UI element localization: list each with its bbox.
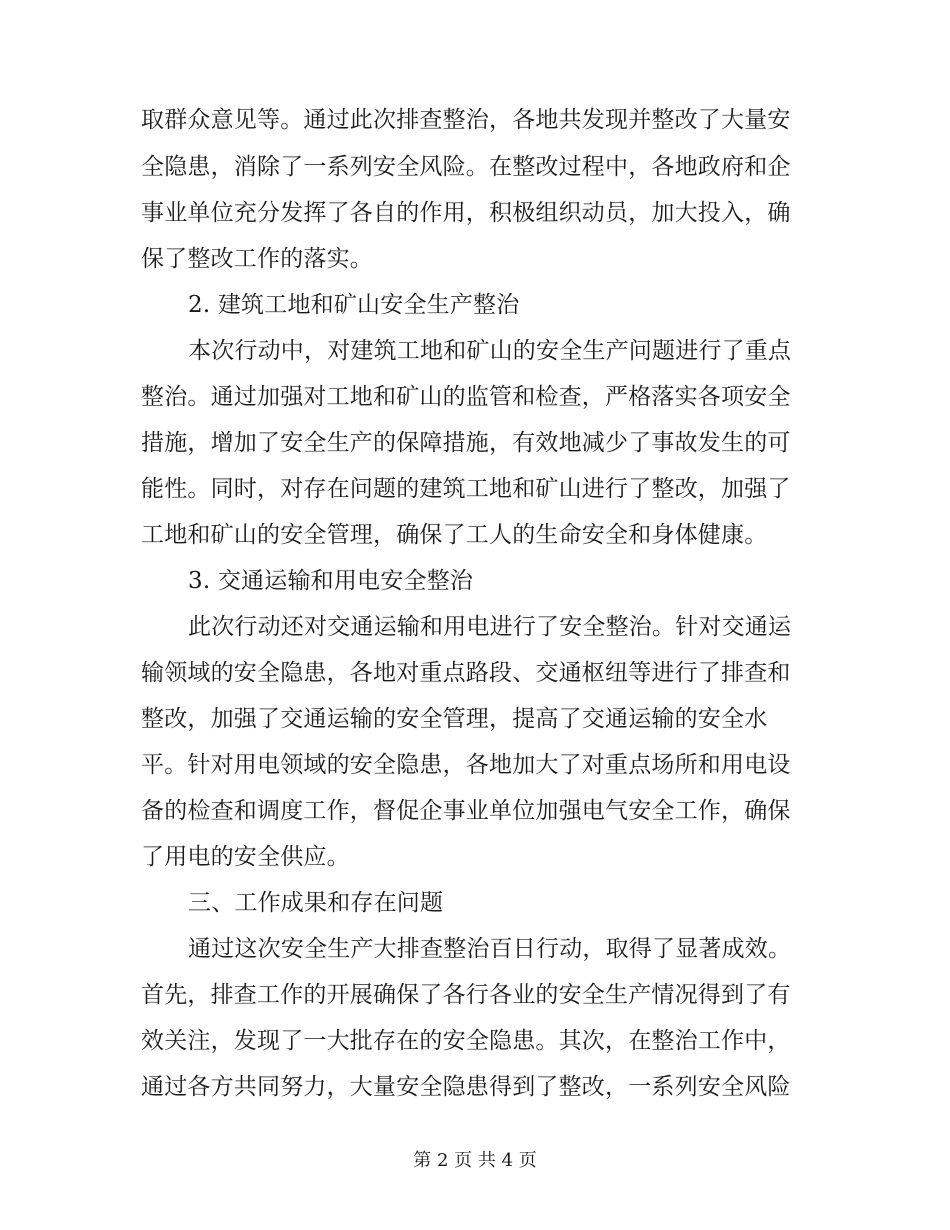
body-text-line: 事业单位充分发挥了各自的作用，积极组织动员，加大投入，确: [141, 200, 791, 226]
body-text-line: 取群众意见等。通过此次排查整治，各地共发现并整改了大量安: [141, 107, 791, 133]
body-text-line: 平。针对用电领域的安全隐患，各地加大了对重点场所和用电设: [141, 752, 791, 778]
body-text-line: 整治。通过加强对工地和矿山的监管和检查，严格落实各项安全: [141, 384, 791, 410]
body-text-line: 措施，增加了安全生产的保障措施，有效地减少了事故发生的可: [141, 430, 791, 456]
body-text-line: 首先，排查工作的开展确保了各行各业的安全生产情况得到了有: [141, 982, 791, 1008]
body-text-line: 备的检查和调度工作，督促企事业单位加强电气安全工作，确保: [141, 798, 791, 824]
section-heading: 3. 交通运输和用电安全整治: [188, 568, 474, 594]
body-text-line: 保了整改工作的落实。: [141, 246, 373, 272]
page-number-footer: 第 2 页 共 4 页: [413, 1150, 537, 1171]
body-text-line: 通过这次安全生产大排查整治百日行动，取得了显著成效。: [188, 936, 792, 962]
body-text-line: 输领域的安全隐患，各地对重点路段、交通枢纽等进行了排查和: [141, 660, 791, 686]
section-heading: 三、工作成果和存在问题: [188, 890, 444, 916]
section-heading: 2. 建筑工地和矿山安全生产整治: [188, 292, 520, 318]
body-text-line: 整改，加强了交通运输的安全管理，提高了交通运输的安全水: [141, 706, 768, 732]
body-text-line: 全隐患，消除了一系列安全风险。在整改过程中，各地政府和企: [141, 154, 791, 180]
body-text-line: 了用电的安全供应。: [141, 844, 350, 870]
body-text-line: 此次行动还对交通运输和用电进行了安全整治。针对交通运: [188, 614, 792, 640]
body-text-line: 工地和矿山的安全管理，确保了工人的生命安全和身体健康。: [141, 522, 768, 548]
body-text-line: 能性。同时，对存在问题的建筑工地和矿山进行了整改，加强了: [141, 476, 791, 502]
body-text-line: 通过各方共同努力，大量安全隐患得到了整改，一系列安全风险: [141, 1074, 791, 1100]
body-text-line: 本次行动中，对建筑工地和矿山的安全生产问题进行了重点: [188, 338, 792, 364]
body-text-line: 效关注，发现了一大批存在的安全隐患。其次，在整治工作中，: [141, 1028, 791, 1054]
